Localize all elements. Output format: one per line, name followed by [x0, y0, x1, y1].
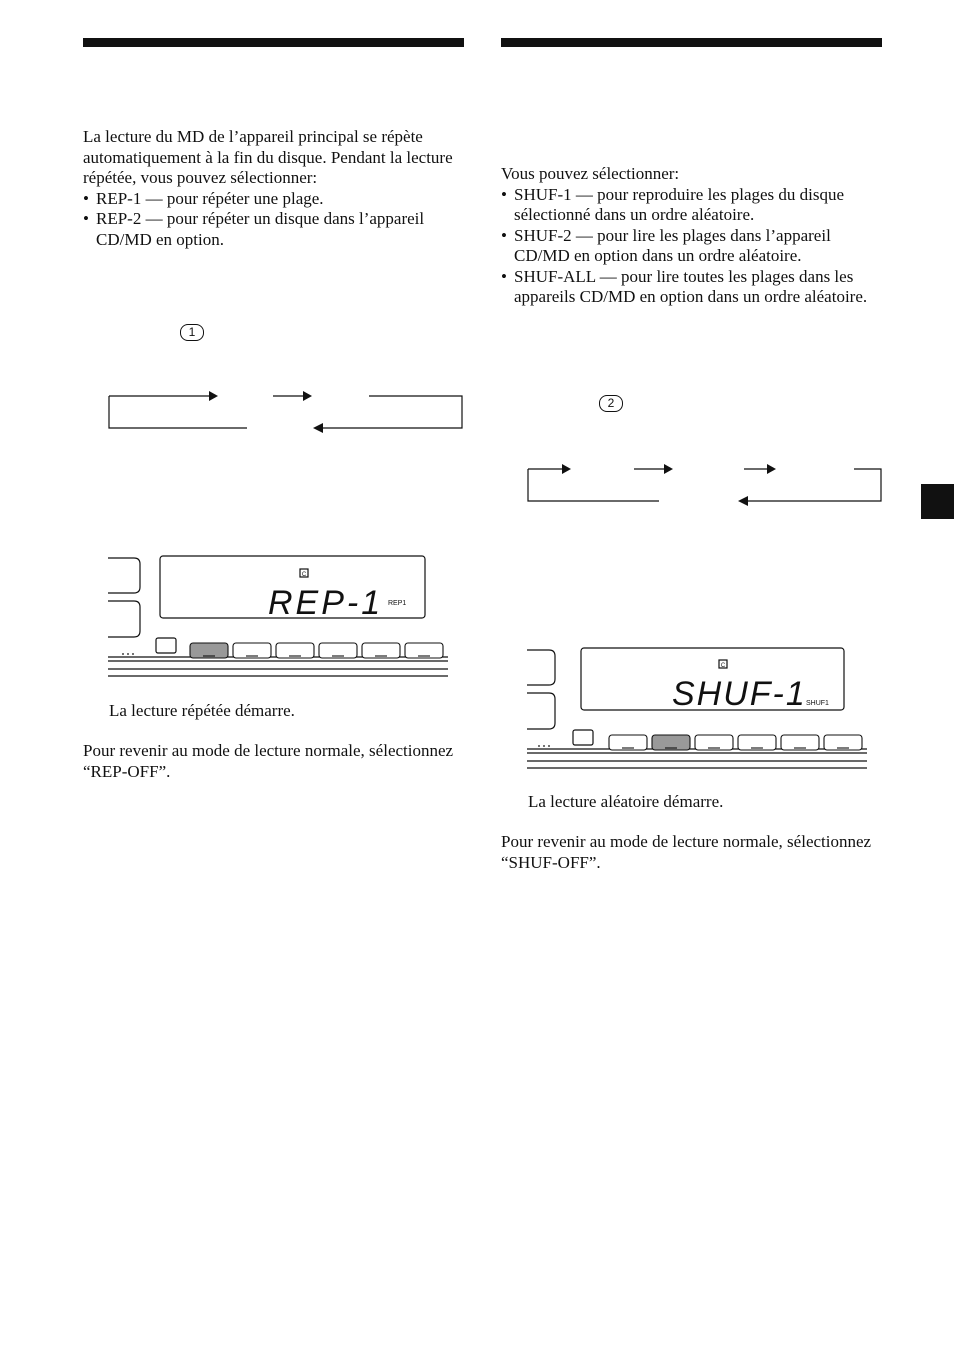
repeat-intro-text: La lecture du MD de l’appareil principal se répète automatiquement à la fin du disque. Pendant la lecture répétée, vous pouvez sélectionner:: [83, 127, 453, 187]
section-rule-left: [83, 38, 464, 47]
shuffle-mode-cycle-diagram: [524, 458, 886, 510]
step-number-badge: 1: [180, 324, 204, 341]
step-number-badge: 2: [599, 395, 623, 412]
shuffle-option-2: • SHUF-2 — pour lire les plages dans l’appareil CD/MD en option dans un ordre aléatoire.: [501, 226, 885, 267]
display-indicator: SHUF1: [806, 700, 829, 707]
repeat-display-panel: [108, 553, 450, 681]
shuffle-result: La lecture aléatoire démarre.: [528, 792, 724, 811]
shuffle-note: Pour revenir au mode de lecture normale, sélectionnez “SHUF-OFF”.: [501, 832, 872, 872]
display-segment-text: REP-1: [268, 584, 384, 622]
section-rule-right: [501, 38, 882, 47]
repeat-note: Pour revenir au mode de lecture normale, sélectionnez “REP-OFF”.: [83, 741, 454, 781]
display-mode-icon: C: [301, 572, 307, 578]
repeat-result: La lecture répétée démarre.: [109, 701, 295, 720]
shuffle-intro-text: Vous pouvez sélectionner:: [501, 164, 680, 183]
shuffle-intro: [501, 164, 885, 308]
repeat-option-2: • REP-2 — pour répéter un disque dans l’appareil CD/MD en option.: [83, 209, 465, 250]
shuffle-display-panel: [527, 645, 869, 773]
display-mode-icon: C: [720, 663, 726, 669]
repeat-option-1: • REP-1 — pour répéter une plage.: [83, 189, 465, 210]
chapter-tab-marker: [921, 484, 954, 519]
shuffle-option-1: • SHUF-1 — pour reproduire les plages du disque sélectionné dans un ordre aléatoire.: [501, 185, 885, 226]
repeat-intro: [83, 127, 465, 250]
display-indicator: REP1: [388, 600, 407, 607]
display-segment-text: SHUF-1: [672, 675, 807, 713]
shuffle-option-3: • SHUF-ALL — pour lire toutes les plages dans les appareils CD/MD en option dans un ordre aléatoire.: [501, 267, 885, 308]
repeat-mode-cycle-diagram: [105, 385, 467, 437]
